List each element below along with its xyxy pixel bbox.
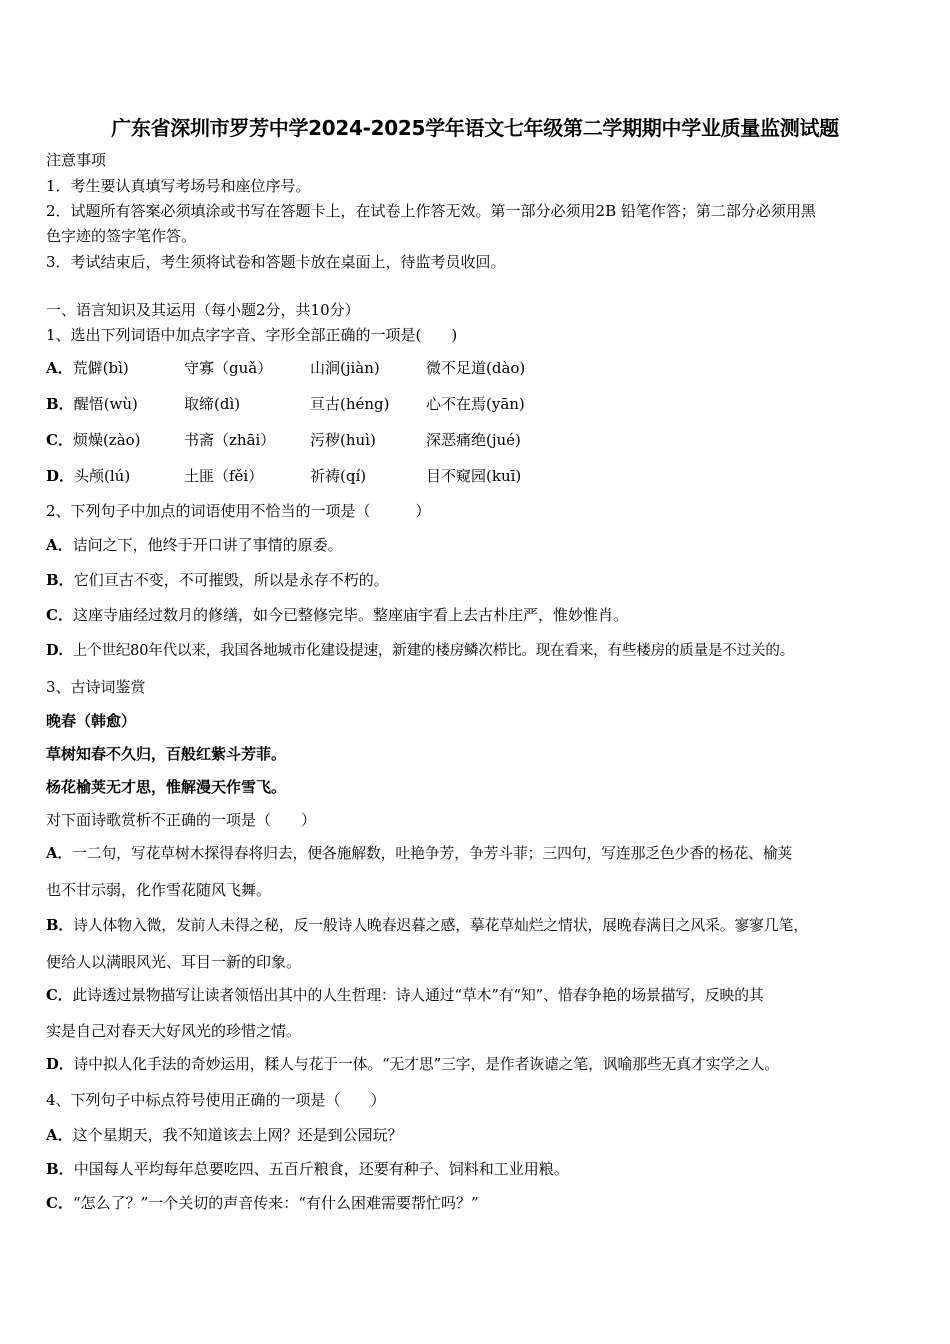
option-word: 深恶痛绝(jué) — [426, 431, 521, 449]
option-label: A． — [46, 359, 73, 377]
option-label: C． — [46, 606, 73, 624]
q4-option-a — [46, 1125, 403, 1145]
section-heading: 一、语言知识及其运用（每小题2分，共10分） — [46, 301, 360, 319]
option-continuation: 实是自己对春天大好风光的珍惜之情。 — [46, 1022, 302, 1040]
q2-option-c — [46, 605, 628, 625]
q2-option-d — [46, 641, 794, 661]
option-label: A． — [46, 1126, 73, 1144]
option-word: 目不窥园(kuī) — [426, 467, 522, 485]
option-text: 上个世纪80年代以来，我国各地城市化建设提速，新建的楼房鳞次栉比。现在看来，有些楼房的质量是不过关的。 — [72, 643, 795, 659]
poem-line: 草树知春不久归，百般红紫斗芳菲。 — [46, 745, 287, 763]
option-word: 取缔(dì) — [184, 395, 241, 413]
page-title: 广东省深圳市罗芳中学2024-2025学年语文七年级第二学期期中学业质量监测试题 — [111, 116, 839, 140]
option-text: 这座寺庙经过数月的修缮，如今已整修完毕。整座庙宇看上去古朴庄严，惟妙惟肖。 — [72, 606, 628, 624]
option-word: 祈祷(qí) — [310, 467, 367, 485]
option-text: 此诗透过景物描写让读者领悟出其中的人生哲理：诗人通过“草木”有“知”、惜春争艳的场景描写，反映的其 — [72, 987, 764, 1004]
option-label: A． — [46, 536, 73, 554]
notice-item: 1．考生要认真填写考场号和座位序号。 — [46, 177, 311, 195]
q1-option-b — [46, 394, 906, 414]
question-stem: 4、下列句子中标点符号使用正确的一项是（ ） — [46, 1091, 386, 1109]
q3-option-d — [46, 1055, 779, 1075]
question-stem: 1、选出下列词语中加点字字音、字形全部正确的一项是( ) — [46, 326, 458, 344]
question-stem: 3、古诗词鉴赏 — [46, 678, 146, 696]
option-continuation: 也不甘示弱，化作雪花随风飞舞。 — [46, 881, 272, 899]
q2-option-b — [46, 570, 389, 590]
q1-option-c — [46, 430, 906, 450]
option-word: 土匪（fěi） — [184, 467, 264, 485]
option-word: 亘古(héng) — [310, 395, 390, 413]
option-label: B． — [46, 917, 74, 934]
q2-option-a — [46, 535, 343, 555]
option-label: A． — [46, 845, 73, 862]
option-word: 心不在焉(yān) — [426, 395, 525, 413]
option-word: 书斋（zhāi） — [184, 431, 276, 449]
q1-option-d — [46, 466, 906, 486]
option-word: 荒僻(bì) — [72, 359, 129, 377]
poem-line: 杨花榆荚无才思，惟解漫天作雪飞。 — [46, 778, 287, 796]
option-word: 山涧(jiàn) — [310, 359, 380, 377]
option-label: B． — [46, 395, 74, 413]
option-text: 中国每人平均每年总要吃四、五百斤粮食，还要有种子、饲料和工业用粮。 — [73, 1160, 569, 1178]
option-text: 这个星期天，我不知道该去上网？还是到公园玩？ — [72, 1126, 403, 1144]
option-word: 污秽(huì) — [310, 431, 376, 449]
q3-option-a — [46, 844, 792, 864]
q3-option-b — [46, 916, 808, 936]
option-text: 一二句，写花草树木探得春将归去，便各施解数，吐艳争芳，争芳斗菲；三四句，写连那乏色少香的杨花、榆荚 — [72, 845, 793, 862]
option-label: C． — [46, 1194, 73, 1212]
option-label: D． — [46, 642, 73, 659]
option-text: “怎么了？”一个关切的声音传来：“有什么困难需要帮忙吗？” — [72, 1194, 479, 1212]
option-label: C． — [46, 987, 73, 1004]
option-word: 烦燥(zào) — [72, 431, 141, 449]
notice-item: 3．考试结束后，考生须将试卷和答题卡放在桌面上，待监考员收回。 — [46, 253, 506, 271]
notice-heading: 注意事项 — [46, 151, 107, 169]
option-word: 头颅(lú) — [74, 467, 131, 485]
q4-option-b — [46, 1159, 569, 1179]
q1-option-a — [46, 358, 906, 378]
option-label: B． — [46, 1160, 74, 1178]
option-text: 诗中拟人化手法的奇妙运用，糅人与花于一体。“无才思”三字，是作者诙谑之笔，讽喻那些无真才实学之人。 — [73, 1056, 780, 1073]
q3-option-c — [46, 986, 764, 1006]
option-text: 它们亘古不变，不可摧毁，所以是永存不朽的。 — [73, 571, 389, 589]
option-label: B． — [46, 571, 74, 589]
option-word: 守寡（guǎ） — [184, 359, 273, 377]
option-label: D． — [46, 1056, 74, 1073]
option-word: 微不足道(dào) — [426, 359, 526, 377]
q4-option-c — [46, 1193, 479, 1213]
option-label: C． — [46, 431, 73, 449]
option-text: 诗人体物入微，发前人未得之秘，反一般诗人晚春迟暮之感，摹花草灿烂之情状，展晚春满目之风采。寥寥几笔， — [73, 917, 808, 934]
option-word: 醒悟(wù) — [73, 395, 138, 413]
notice-item: 2．试题所有答案必须填涂或书写在答题卡上，在试卷上作答无效。第一部分必须用2B 铅笔作答；第二部分必须用黑 — [46, 202, 816, 220]
option-label: D． — [46, 467, 75, 485]
question-stem: 2、下列句子中加点的词语使用不恰当的一项是（ ） — [46, 502, 431, 520]
option-continuation: 便给人以满眼风光、耳目一新的印象。 — [46, 953, 302, 971]
poem-title: 晚春（韩愈） — [46, 712, 137, 730]
notice-item: 色字迹的签字笔作答。 — [46, 227, 197, 245]
question-text: 对下面诗歌赏析不正确的一项是（ ） — [46, 811, 317, 829]
option-text: 诘问之下，他终于开口讲了事情的原委。 — [72, 536, 343, 554]
